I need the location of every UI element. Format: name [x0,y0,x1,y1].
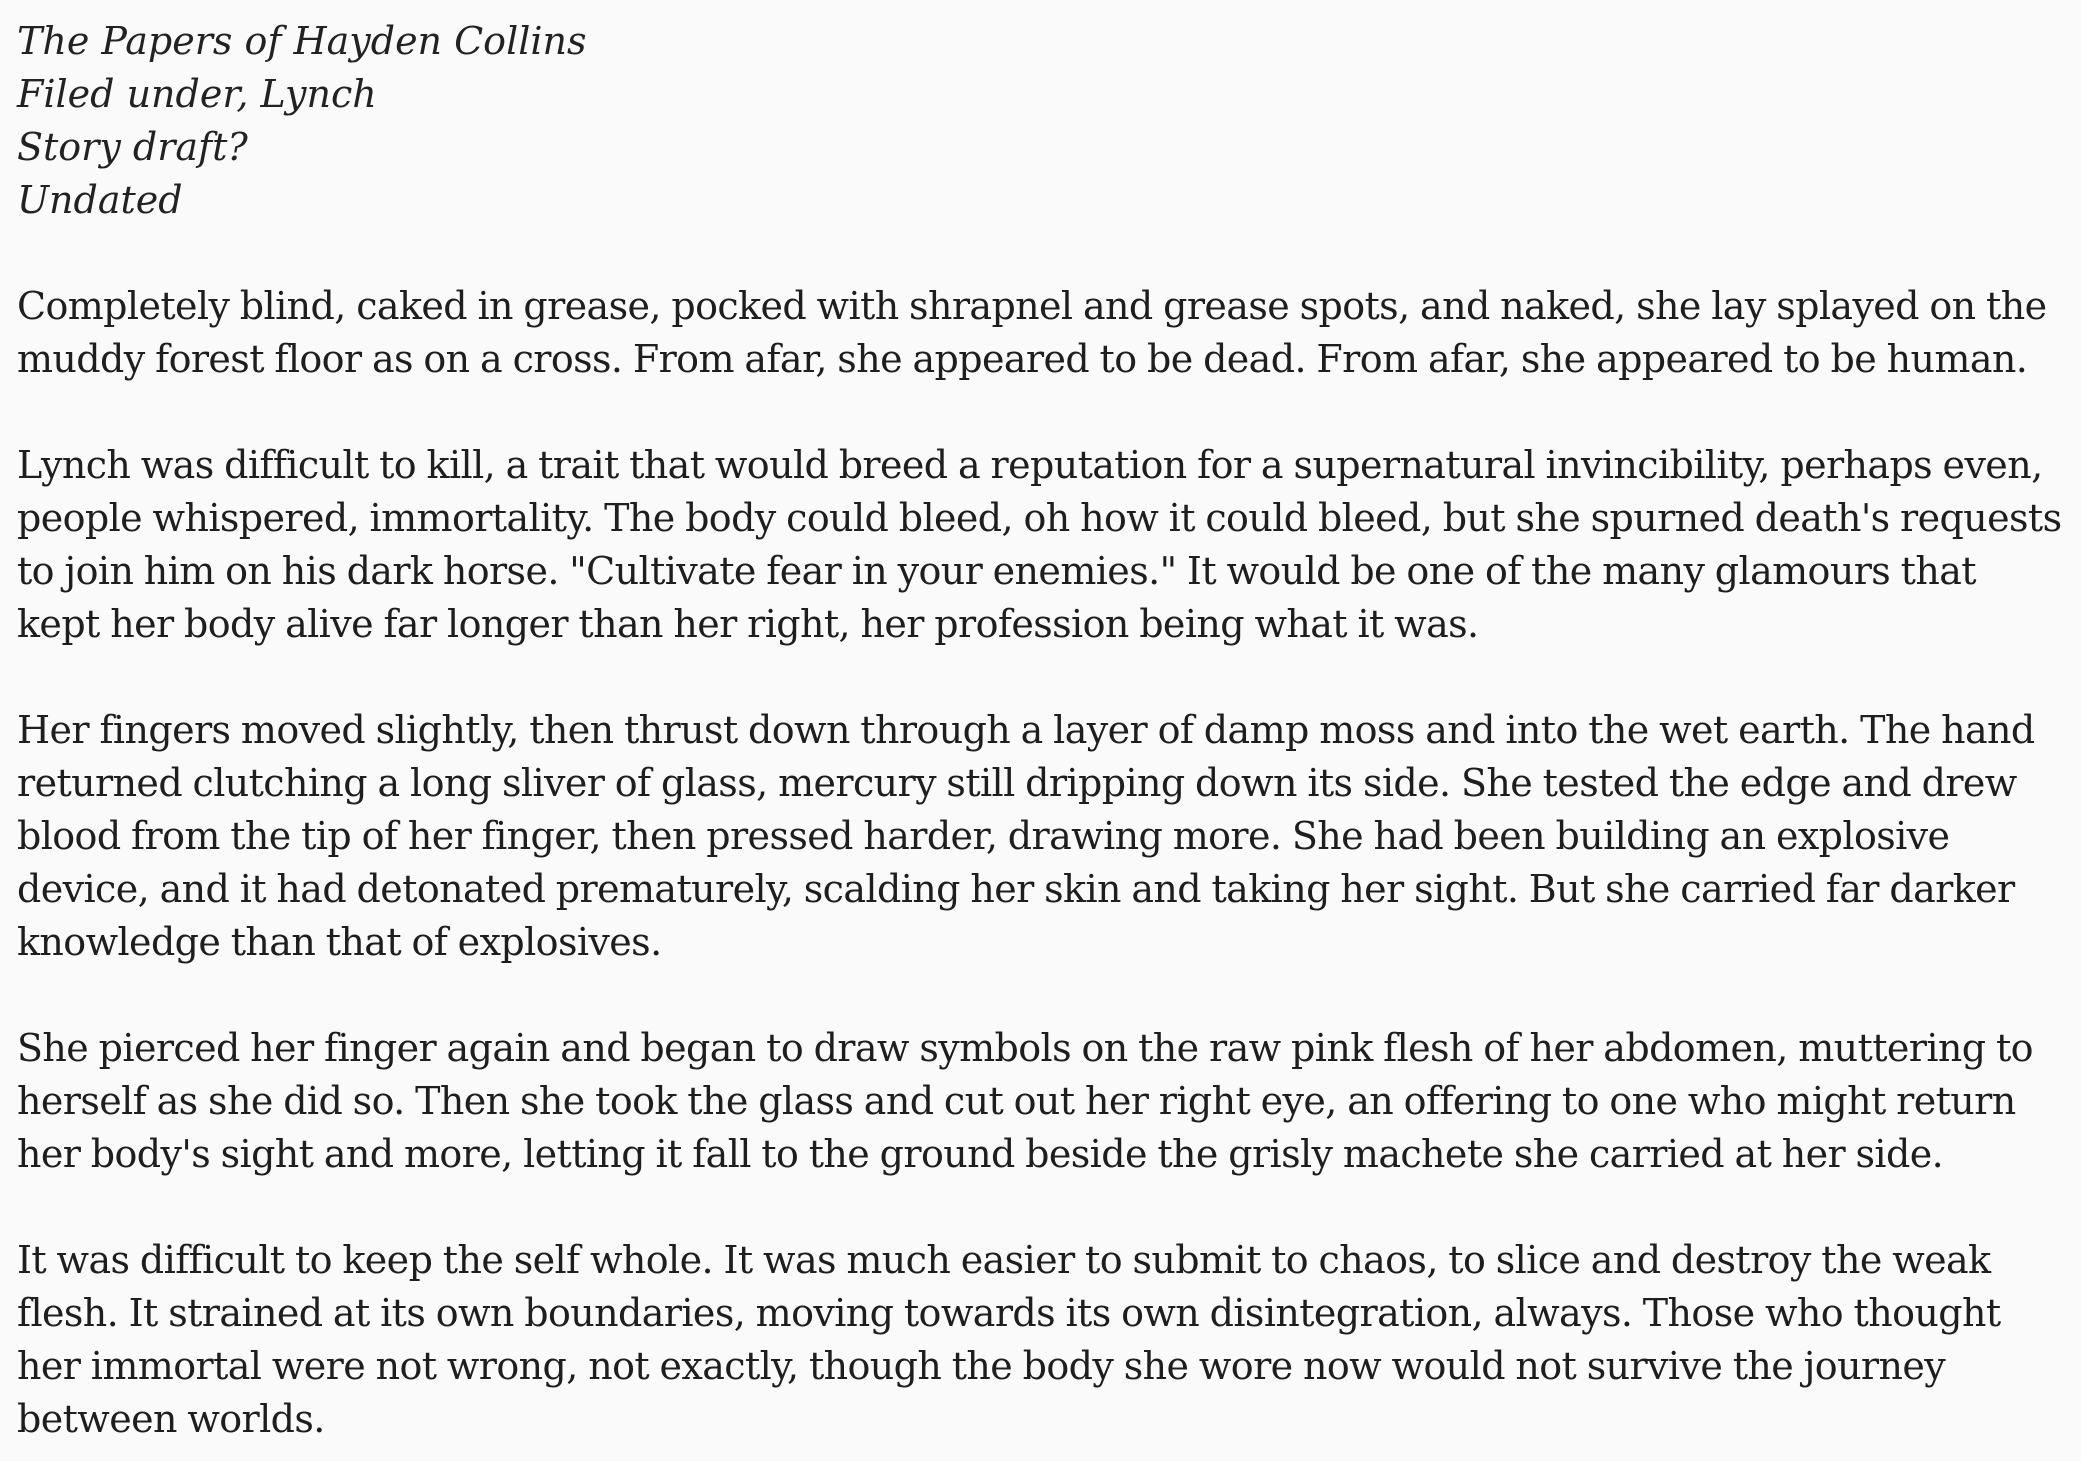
story-paragraph: Her fingers moved slightly, then thrust down through a layer of damp moss and into the wet earth. The hand returned clutching a long sliver of glass, mercury still dripping down its side. She tested the edge and drew blood from the tip of her finger, then pressed harder, drawing more. She had been building an explosive device, and it had detonated prematurely, scalding her skin and taking her sight. But she carried far darker knowledge than that of explosives. [17,708,2035,964]
document-date-line: Undated [17,178,183,222]
document-header [17,15,2064,227]
story-paragraph: It was difficult to keep the self whole. It was much easier to submit to chaos, to slice and destroy the weak flesh. It strained at its own boundaries, moving towards its own disintegration, always. Those who thought her immortal were not wrong, not exactly, though the body she wore now would not survive the journey between worlds. [17,1238,2001,1441]
story-paragraph: She pierced her finger again and began to draw symbols on the raw pink flesh of her abdomen, muttering to herself as she did so. Then she took the glass and cut out her right eye, an offering to one who might return her body's sight and more, letting it fall to the ground beside the grisly machete she carried at her side. [17,1026,2033,1176]
story-paragraph: Lynch was difficult to kill, a trait that would breed a reputation for a supernatural invincibility, perhaps even, people whispered, immortality. The body could bleed, oh how it could bleed, but she spurned death's requests to join him on his dark horse. "Cultivate fear in your enemies." It would be one of the many glamours that kept her body alive far longer than her right, her profession being what it was. [17,443,2062,646]
story-body [17,280,2064,1446]
filed-under-line: Filed under, Lynch [17,72,377,116]
document-type-line: Story draft? [17,125,248,169]
document-title: The Papers of Hayden Collins [17,19,587,63]
story-paragraph: Completely blind, caked in grease, pocked with shrapnel and grease spots, and naked, she lay splayed on the muddy forest floor as on a cross. From afar, she appeared to be dead. From afar, she appeared to be human. [17,284,2047,381]
